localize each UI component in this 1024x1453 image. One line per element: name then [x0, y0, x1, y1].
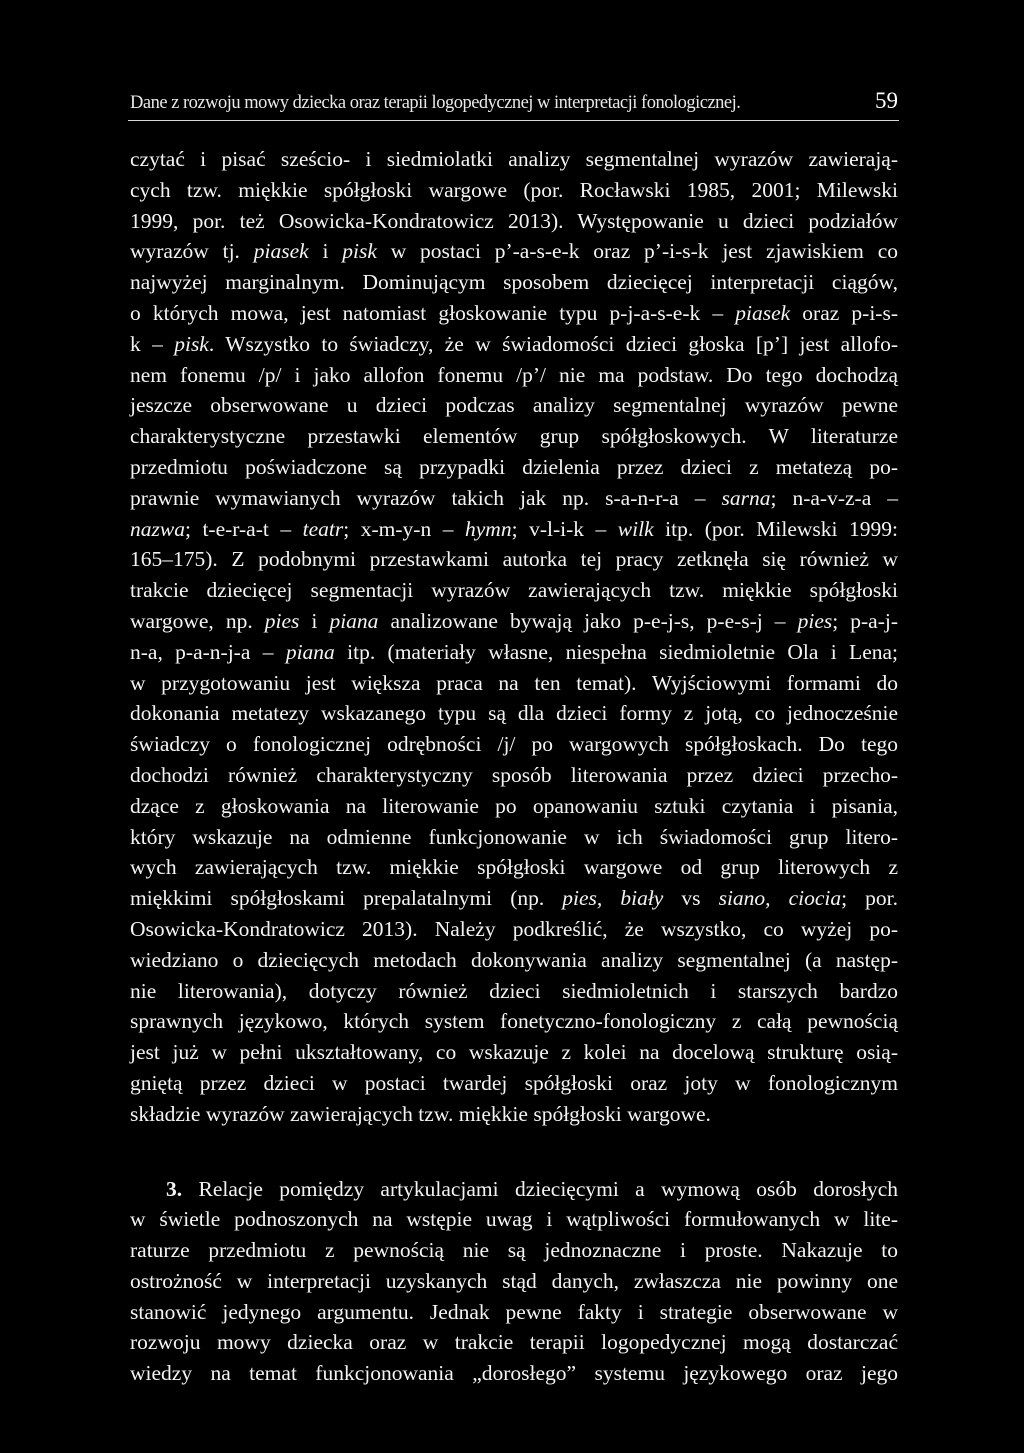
text-line: dzące z głoskowania na literowanie po opanowaniu sztuki czytania i pisania,	[130, 793, 898, 818]
text-line: przedmiotu poświadczone są przypadki dzielenia przez dzieci z metatezą po-	[130, 454, 898, 479]
text-line: ostrożność w interpretacji uzyskanych stąd danych, zwłaszcza nie powinny one	[130, 1268, 898, 1293]
text-line: najwyżej marginalnym. Dominującym sposobem dziecięcej interpretacji ciągów,	[130, 270, 898, 295]
italic-term: pies	[264, 608, 300, 633]
italic-term: sarna	[721, 485, 771, 510]
text-line: raturze przedmiotu z pewnością nie są jednoznaczne i proste. Nakazuje to	[130, 1238, 898, 1263]
italic-term: teatr	[302, 516, 344, 541]
text-line: k – pisk. Wszystko to świadczy, że w świadomości dzieci głoska [p’] jest allofo-	[130, 331, 898, 356]
italic-term: piasek	[253, 239, 309, 264]
italic-term: nazwa	[130, 516, 185, 541]
text-line: stanowić jedynego argumentu. Jednak pewne fakty i strategie obserwowane w	[130, 1299, 898, 1324]
text-line: jeszcze obserwowane u dzieci podczas analizy segmentalnej wyrazów pewne	[130, 393, 898, 418]
italic-term: pisk	[342, 239, 377, 264]
text-line: rozwoju mowy dziecka oraz w trakcie terapii logopedycznej mogą dostarczać	[130, 1330, 898, 1355]
text-line: świadczy o fonologicznej odrębności /j/ po wargowych spółgłoskach. Do tego	[130, 732, 898, 757]
text-line: wyrazów tj. piasek i pisk w postaci p’-a-s-e-k oraz p’-i-s-k jest zjawiskiem co	[130, 239, 899, 264]
text-line: prawnie wymawianych wyrazów takich jak np. s-a-n-r-a – sarna; n-a-v-z-a –	[130, 485, 898, 510]
text-line: sprawnych językowo, których system fonetyczno-fonologiczny z całą pewnością	[130, 1009, 898, 1034]
text-line: o których mowa, jest natomiast głoskowanie typu p-j-a-s-e-k – piasek oraz p-i-s-	[130, 300, 898, 325]
running-header	[130, 88, 898, 114]
text-line: gniętą przez dzieci w postaci twardej spółgłoski oraz joty w fonologicznym	[130, 1070, 898, 1095]
paragraph	[130, 144, 898, 1130]
text-line: nazwa; t-e-r-a-t – teatr; x-m-y-n – hymn; v-l-i-k – wilk itp. (por. Milewski 1999:	[130, 516, 898, 541]
header-rule	[128, 120, 899, 121]
italic-term: piasek	[735, 300, 791, 325]
text-line: wych zawierających tzw. miękkie spółgłoski wargowe od grup literowych z	[130, 855, 898, 880]
text-line: wargowe, np. pies i piana analizowane bywają jako p-e-j-s, p-e-s-j – pies; p-a-j-	[130, 608, 899, 633]
text-line: trakcie dziecięcej segmentacji wyrazów zawierających tzw. miękkie spółgłoski	[130, 578, 898, 603]
section-number: 3.	[166, 1176, 183, 1201]
text-line: nie literowania), dotyczy również dzieci siedmioletnich i starszych bardzo	[130, 978, 898, 1003]
text-line: 1999, por. też Osowicka-Kondratowicz 2013). Występowanie u dzieci podziałów	[130, 208, 898, 233]
italic-term: wilk	[617, 516, 654, 541]
text-line: cych tzw. miękkie spółgłoski wargowe (por. Rocławski 1985, 2001; Milewski	[130, 177, 898, 202]
text-line: jest już w pełni ukształtowany, co wskazuje z kolei na docelową strukturę osią-	[130, 1040, 898, 1065]
text-line: 165–175). Z podobnymi przestawkami autorka tej pracy zetknęła się również w	[130, 547, 898, 572]
text-line: miękkimi spółgłoskami prepalatalnymi (np. pies, biały vs siano, ciocia; por.	[130, 886, 899, 911]
text-line: n-a, p-a-n-j-a – piana itp. (materiały własne, niespełna siedmioletnie Ola i Lena;	[130, 639, 898, 664]
text-line: dokonania metatezy wskazanego typu są dla dzieci formy z jotą, co jednocześnie	[130, 701, 898, 726]
section-3	[130, 1174, 898, 1390]
italic-term: hymn	[465, 516, 512, 541]
text-line: nem fonemu /p/ i jako allofon fonemu /p’/ nie ma podstaw. Do tego dochodzą	[130, 362, 898, 387]
text-line: który wskazuje na odmienne funkcjonowanie w ich świadomości grup litero-	[130, 824, 898, 849]
italic-term: pisk	[174, 331, 209, 356]
running-title: Dane z rozwoju mowy dziecka oraz terapii logopedycznej w interpretacji fonologicznej.	[130, 93, 741, 113]
body-text	[130, 144, 898, 1389]
text-line: w świetle podnoszonych na wstępie uwag i wątpliwości formułowanych w lite-	[130, 1207, 898, 1232]
italic-term: pies	[797, 608, 833, 633]
text-line: wiedziano o dziecięcych metodach dokonywania analizy segmentalnej (a następ-	[130, 947, 898, 972]
italic-term: siano, ciocia	[718, 886, 842, 911]
text-line: składzie wyrazów zawierających tzw. miękkie spółgłoski wargowe.	[130, 1101, 711, 1126]
italic-term: pies, biały	[562, 886, 664, 911]
text-line: wiedzy na temat funkcjonowania „dorosłego” systemu językowego oraz jego	[130, 1361, 898, 1386]
section-gap	[130, 1130, 898, 1174]
text-line: dochodzi również charakterystyczny sposób literowania przez dzieci przecho-	[130, 762, 898, 787]
italic-term: piana	[329, 608, 379, 633]
text-line: czytać i pisać sześcio- i siedmiolatki analizy segmentalnej wyrazów zawierają-	[130, 147, 898, 171]
text-line: w przygotowaniu jest większa praca na ten temat). Wyjściowymi formami do	[130, 670, 898, 695]
text-line: charakterystyczne przestawki elementów grup spółgłoskowych. W literaturze	[130, 424, 898, 449]
italic-term: piana	[285, 639, 335, 664]
page-number: 59	[875, 88, 898, 113]
text-line: 3. Relacje pomiędzy artykulacjami dziecięcymi a wymową osób dorosłych	[166, 1176, 898, 1201]
text-line: Osowicka-Kondratowicz 2013). Należy podkreślić, że wszystko, co wyżej po-	[130, 916, 898, 941]
